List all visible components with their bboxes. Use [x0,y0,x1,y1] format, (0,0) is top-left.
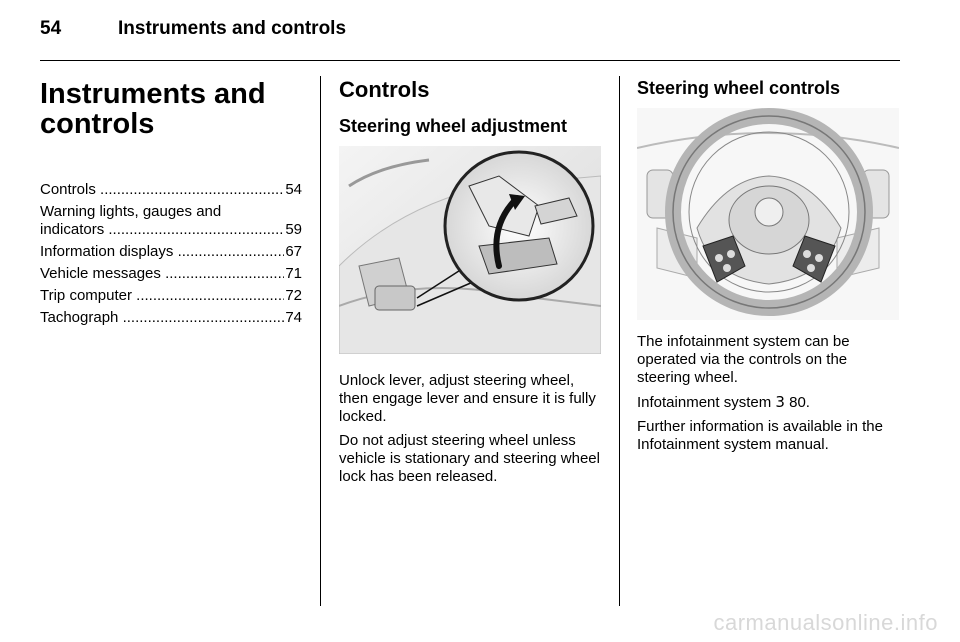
controls-heading: Controls [339,77,430,102]
toc-item-controls[interactable] [40,181,302,199]
reference-text: Infotainment system [637,394,772,411]
watermark: carmanualsonline.info [713,610,938,635]
wheel-controls-reference [637,393,903,412]
steering-wheel-illustration [637,108,899,320]
toc-item-information-displays[interactable] [40,243,302,261]
column-divider-2 [619,76,620,606]
toc-item-warning-lights[interactable] [40,203,302,239]
toc-item-tachograph[interactable] [40,309,302,327]
controls-paragraph-1: Unlock lever, adjust steering wheel, then engage lever and ensure it is fully locked. [339,372,596,425]
toc-page: 54 [285,181,302,198]
column-divider-1 [320,76,321,606]
toc-page: 59 [285,221,302,238]
header-rule [40,60,900,61]
wheel-controls-text [637,333,903,460]
toc-page: 67 [285,243,302,260]
chapter-title-line-2: controls [40,108,155,140]
wheel-controls-paragraph-3: Further information is available in the Infotainment system manual. [637,418,883,453]
toc-label: Information displays [40,243,174,260]
page-reference-icon: 3 [775,393,785,411]
toc-label: Tachograph [40,309,119,326]
steering-adjustment-illustration [339,146,601,354]
toc-page: 72 [285,287,302,304]
toc-item-trip-computer[interactable] [40,287,302,305]
toc-item-vehicle-messages[interactable] [40,265,302,283]
running-title: Instruments and controls [118,18,347,39]
chapter-title [40,79,300,139]
page-number: 54 [40,18,62,39]
chapter-title-line-1: Instruments and [40,78,266,110]
table-of-contents [40,181,302,331]
wheel-controls-paragraph-1: The infotainment system can be operated via the controls on the steering wheel. [637,333,850,386]
steering-adjustment-heading: Steering wheel adjustment [339,116,568,136]
controls-paragraph-2: Do not adjust steering wheel unless vehicle is stationary and steering wheel lock has been released. [339,432,600,485]
toc-page: 74 [285,309,302,326]
steering-wheel-controls-heading: Steering wheel controls [637,78,841,98]
toc-label: Controls [40,181,96,198]
toc-label: Trip computer [40,287,132,304]
controls-text [339,372,601,492]
toc-label: indicators [40,221,105,238]
reference-page-link[interactable]: 80. [789,394,810,411]
toc-page: 71 [285,265,302,282]
toc-label: Vehicle messages [40,265,161,282]
toc-label-line-1: Warning lights, gauges and [40,203,222,220]
